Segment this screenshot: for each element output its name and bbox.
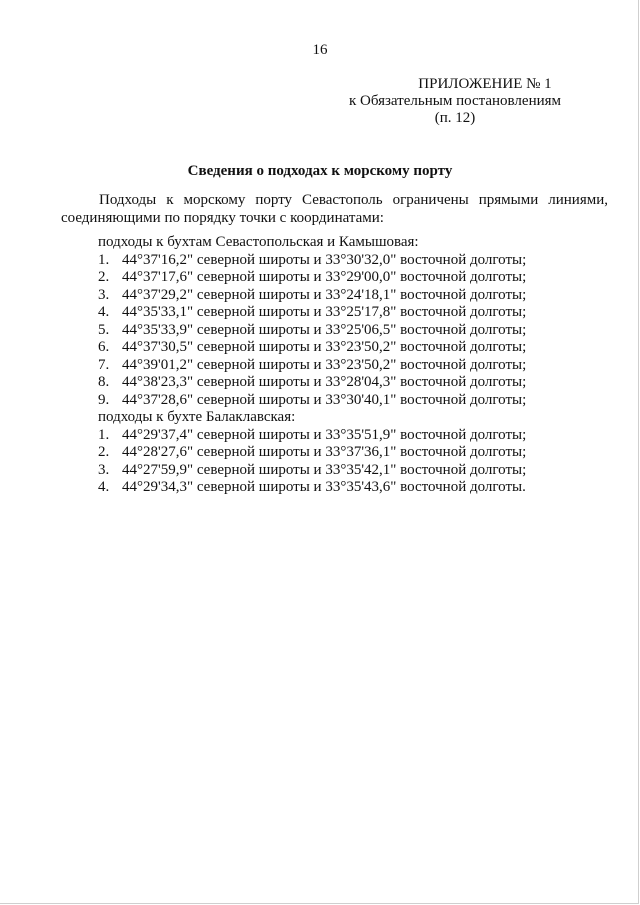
item-coordinates: 44°37'29,2" северной широты и 33°24'18,1" восточной долготы;: [122, 286, 527, 303]
document-title: Сведения о подходах к морскому порту: [187, 163, 453, 179]
list-item: [98, 304, 598, 322]
item-coordinates: 44°29'37,4" северной широты и 33°35'51,9" восточной долготы;: [122, 426, 527, 443]
item-coordinates: 44°37'30,5" северной широты и 33°23'50,2" восточной долготы;: [122, 339, 527, 355]
list-item: [98, 269, 598, 287]
item-number: 2.: [98, 444, 110, 460]
item-number: 1.: [98, 251, 110, 268]
item-coordinates: 44°37'16,2" северной широты и 33°30'32,0" восточной долготы;: [122, 251, 527, 268]
list-item: [98, 357, 598, 375]
item-coordinates: 44°29'34,3" северной широты и 33°35'43,6" восточной долготы.: [122, 479, 526, 495]
appendix-reference: к Обязательным постановлениям: [348, 93, 562, 109]
item-number: 5.: [98, 321, 110, 338]
item-number: 7.: [98, 356, 110, 373]
item-number: 4.: [98, 304, 110, 320]
item-coordinates: 44°35'33,1" северной широты и 33°25'17,8" восточной долготы;: [122, 304, 527, 320]
list-item: [98, 427, 598, 445]
item-number: 3.: [98, 286, 110, 303]
item-number: 9.: [98, 391, 110, 408]
list-item: [98, 444, 598, 462]
item-number: 1.: [98, 426, 110, 443]
appendix-paragraph: (п. 12): [434, 110, 476, 126]
item-number: 2.: [98, 269, 110, 285]
appendix-title: ПРИЛОЖЕНИЕ № 1: [418, 76, 552, 92]
item-coordinates: 44°39'01,2" северной широты и 33°23'50,2" восточной долготы;: [122, 356, 527, 373]
group-label-sevastopol: подходы к бухтам Севастопольская и Камышовая:: [98, 234, 419, 250]
list-item: [98, 392, 598, 410]
intro-paragraph: [61, 192, 608, 227]
list-item: [98, 374, 598, 392]
item-number: 8.: [98, 374, 110, 390]
item-coordinates: 44°38'23,3" северной широты и 33°28'04,3" восточной долготы;: [122, 374, 527, 390]
item-coordinates: 44°37'28,6" северной широты и 33°30'40,1" восточной долготы;: [122, 391, 527, 408]
item-coordinates: 44°27'59,9" северной широты и 33°35'42,1" восточной долготы;: [122, 461, 527, 478]
item-number: 4.: [98, 479, 110, 495]
appendix-header: [305, 76, 605, 127]
item-coordinates: 44°28'27,6" северной широты и 33°37'36,1" восточной долготы;: [122, 444, 527, 460]
list-item: [98, 322, 598, 340]
item-coordinates: 44°35'33,9" северной широты и 33°25'06,5" восточной долготы;: [122, 321, 527, 338]
list-item: [98, 252, 598, 270]
intro-line-1: Подходы к морскому порту Севастополь ограничены прямыми линиями,: [99, 192, 608, 208]
group-label-balaklava: подходы к бухте Балаклавская:: [98, 409, 296, 425]
intro-line-2: соединяющими по порядку точки с координатами:: [61, 209, 384, 226]
page-number: 16: [312, 42, 328, 58]
item-coordinates: 44°37'17,6" северной широты и 33°29'00,0" восточной долготы;: [122, 269, 527, 285]
list-item: [98, 462, 598, 480]
coordinates-list: [98, 234, 598, 497]
list-item: [98, 479, 598, 497]
list-item: [98, 339, 598, 357]
item-number: 3.: [98, 461, 110, 478]
item-number: 6.: [98, 339, 110, 355]
list-item: [98, 287, 598, 305]
